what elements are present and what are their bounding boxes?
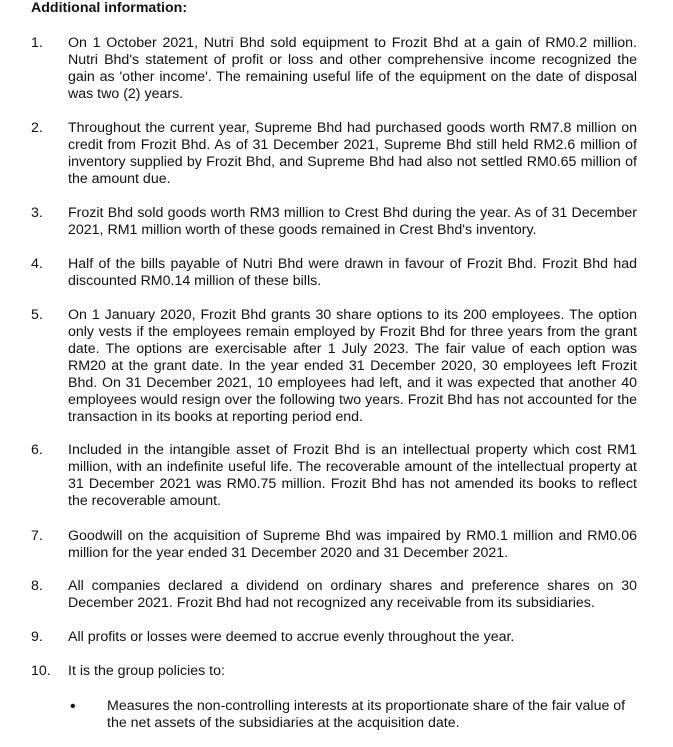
note-number: 3. [31, 205, 43, 221]
note-text: All companies declared a dividend on ordinary shares and preference shares on 30 December 2021. Frozit Bhd had not recognized any receivable from its subsidiaries. [68, 578, 637, 611]
note-number: 10. [31, 663, 51, 679]
note-number: 8. [31, 578, 43, 594]
note-number: 5. [31, 307, 43, 323]
policy-bullet-text: Measures the non-controlling interests at its proportionate share of the fair value of the net assets of the subsidiaries at the acquisition date. [107, 698, 626, 731]
note-text: Goodwill on the acquisition of Supreme Bhd was impaired by RM0.1 million and RM0.06 million for the year ended 31 December 2020 and 31 December 2021. [68, 528, 637, 561]
note-text: On 1 January 2020, Frozit Bhd grants 30 share options to its 200 employees. The option only vests if the employees remain employed by Frozit Bhd for three years from the grant date. The options are exercisable after 1 July 2023. The fair value of each option was RM20 at the grant date. In the year ended 31 December 2020, 30 employees left Frozit Bhd. On 31 December 2021, 10 employees had left, and it was expected that another 40 employees would resign over the following two years. Frozit Bhd has not accounted for the transaction in its books at reporting period end. [68, 307, 637, 425]
note-number: 4. [31, 256, 43, 272]
note-number: 9. [31, 629, 43, 645]
additional-information-heading: Additional information: [31, 0, 188, 16]
note-number: 2. [31, 120, 43, 136]
note-text: Included in the intangible asset of Frozit Bhd is an intellectual property which cost RM1 million, with an indefinite useful life. The recoverable amount of the intellectual property at 31 December 2021 was RM0.75 million. Frozit Bhd has not amended its books to reflect the recoverable amount. [68, 442, 637, 509]
note-number: 1. [31, 35, 43, 51]
note-text: Throughout the current year, Supreme Bhd had purchased goods worth RM7.8 million on credit from Frozit Bhd. As of 31 December 2021, Supreme Bhd still held RM2.6 million of inventory supplied by Frozit Bhd, and Supreme Bhd had also not settled RM0.65 million of the amount due. [68, 120, 637, 187]
note-text: It is the group policies to: [68, 663, 225, 679]
note-text: All profits or losses were deemed to accrue evenly throughout the year. [68, 629, 515, 645]
note-text: Half of the bills payable of Nutri Bhd were drawn in favour of Frozit Bhd. Frozit Bhd had discounted RM0.14 million of these bills. [68, 256, 637, 289]
note-text: On 1 October 2021, Nutri Bhd sold equipment to Frozit Bhd at a gain of RM0.2 million. Nutri Bhd's statement of profit or loss and other comprehensive income recognized the gain as 'other income'. The remaining useful life of the equipment on the date of disposal was two (2) years. [68, 35, 637, 102]
note-text: Frozit Bhd sold goods worth RM3 million to Crest Bhd during the year. As of 31 December 2021, RM1 million worth of these goods remained in Crest Bhd's inventory. [68, 205, 637, 238]
bullet-icon: • [70, 698, 76, 715]
note-number: 7. [31, 528, 43, 544]
note-number: 6. [31, 442, 43, 458]
